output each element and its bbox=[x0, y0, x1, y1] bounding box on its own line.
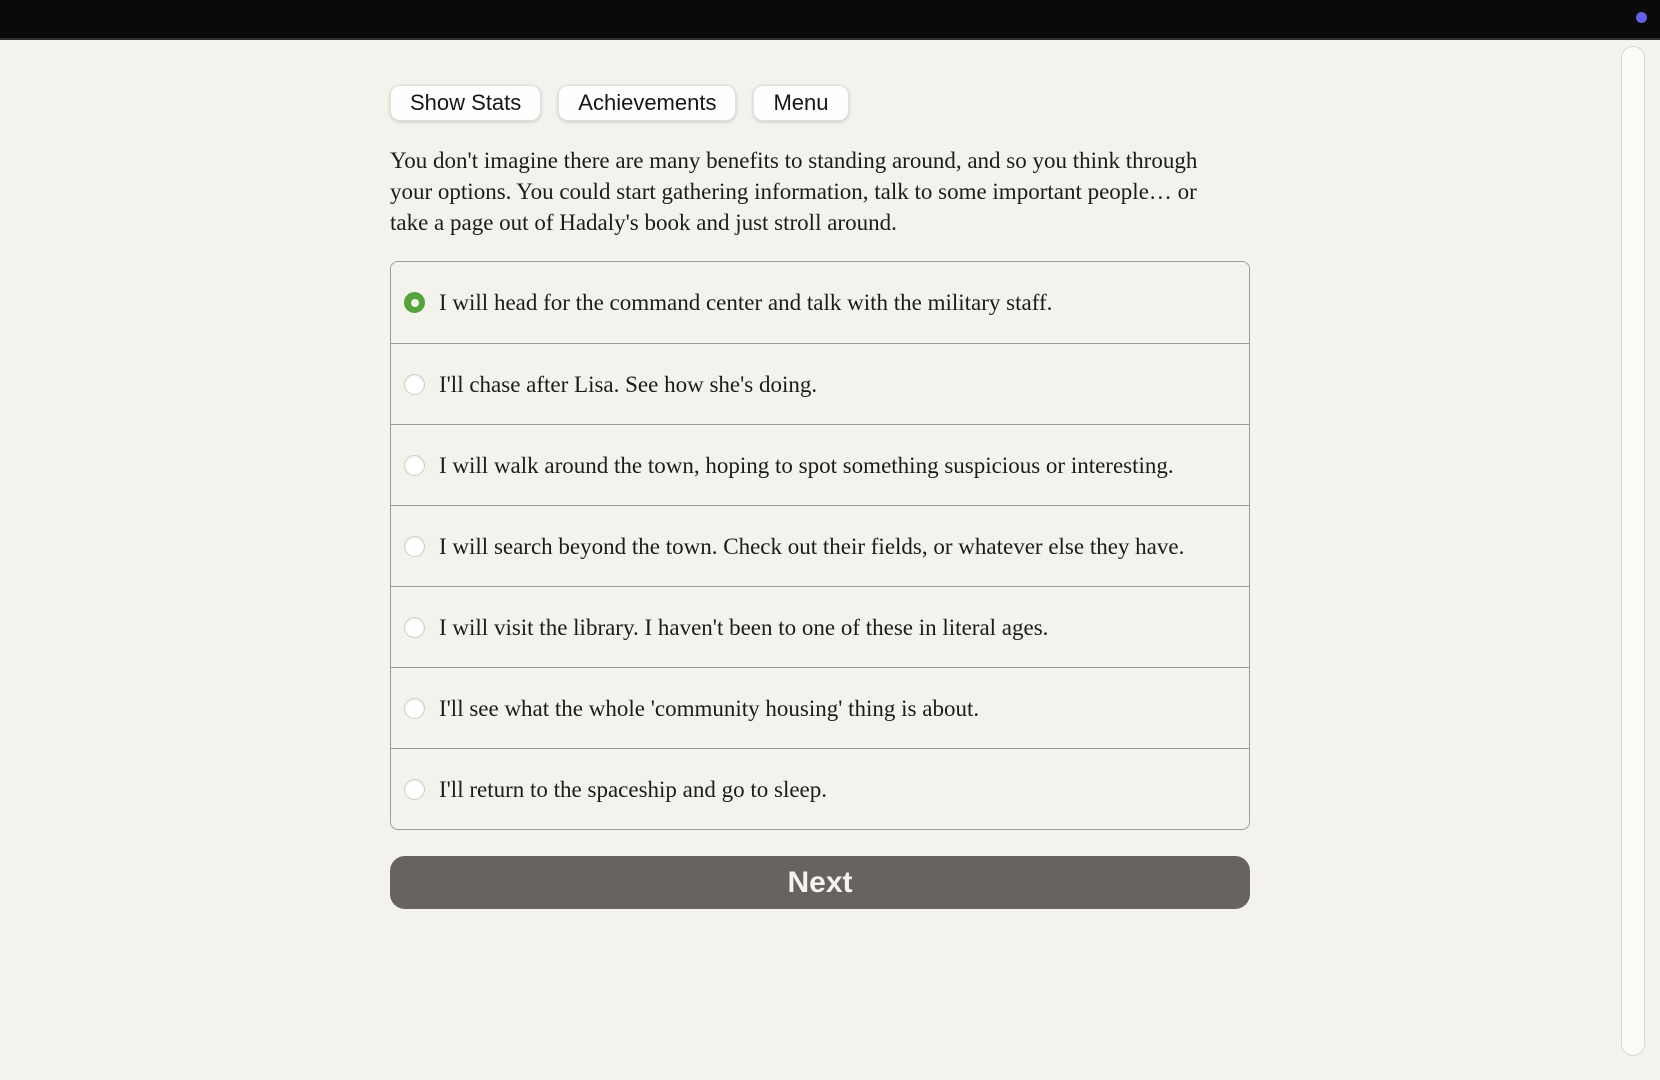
choice-label: I'll see what the whole 'community housing' thing is about. bbox=[439, 695, 980, 721]
choice-label: I'll chase after Lisa. See how she's doing. bbox=[439, 371, 818, 397]
choice-list bbox=[390, 261, 1250, 830]
choice-label: I will head for the command center and talk with the military staff. bbox=[439, 290, 1053, 315]
notification-dot-icon bbox=[1636, 12, 1647, 23]
narrative-text: You don't imagine there are many benefits to standing around, and so you think through your options. You could start gathering information, talk to some important people… or take a page out of Hadaly's book and just stroll around. bbox=[390, 148, 1198, 235]
radio-icon[interactable] bbox=[404, 698, 425, 719]
choice-label: I will walk around the town, hoping to spot something suspicious or interesting. bbox=[439, 452, 1174, 478]
radio-icon[interactable] bbox=[404, 455, 425, 476]
menu-button[interactable]: Menu bbox=[753, 85, 848, 121]
choice-row-visit-library[interactable] bbox=[391, 586, 1249, 667]
choice-row-walk-town[interactable] bbox=[391, 424, 1249, 505]
choice-row-return-spaceship[interactable] bbox=[391, 748, 1249, 829]
choice-row-chase-lisa[interactable] bbox=[391, 343, 1249, 424]
radio-selected-icon[interactable] bbox=[404, 292, 425, 313]
choice-row-command-center[interactable] bbox=[391, 262, 1249, 343]
choice-label: I will search beyond the town. Check out their fields, or whatever else they have. bbox=[439, 533, 1185, 559]
show-stats-button[interactable]: Show Stats bbox=[390, 85, 541, 121]
game-content bbox=[390, 40, 1250, 909]
radio-icon[interactable] bbox=[404, 374, 425, 395]
radio-icon[interactable] bbox=[404, 617, 425, 638]
choice-label: I'll return to the spaceship and go to sleep. bbox=[439, 776, 828, 802]
scrollbar-thumb[interactable] bbox=[1621, 46, 1645, 1056]
next-button[interactable]: Next bbox=[390, 856, 1250, 909]
choice-row-search-beyond[interactable] bbox=[391, 505, 1249, 586]
radio-icon[interactable] bbox=[404, 779, 425, 800]
toolbar bbox=[390, 85, 1250, 121]
choice-row-community-housing[interactable] bbox=[391, 667, 1249, 748]
radio-icon[interactable] bbox=[404, 536, 425, 557]
top-bar bbox=[0, 0, 1660, 40]
choice-label: I will visit the library. I haven't been to one of these in literal ages. bbox=[439, 614, 1049, 640]
achievements-button[interactable]: Achievements bbox=[558, 85, 736, 121]
